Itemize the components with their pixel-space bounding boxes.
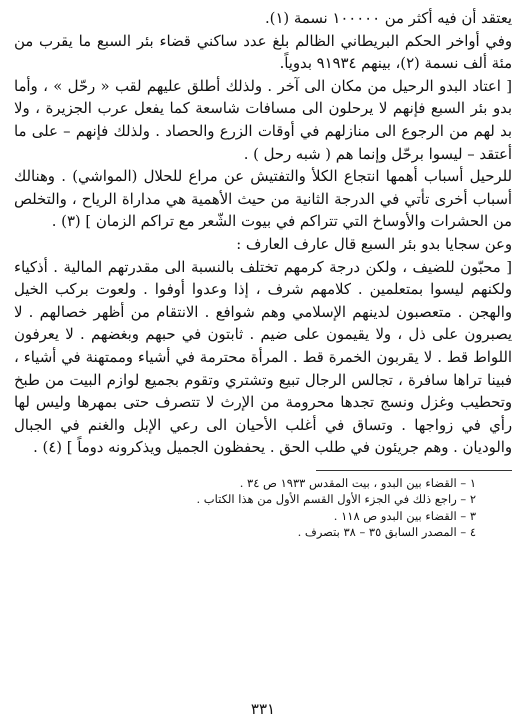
paragraph-3: [ اعتاد البدو الرحيل من مكان الى آخر . ولذلك أطلق عليهم لقب « رحّل » ، وأما بدو بئر السبع فإنهم لا يرحلون الى مسافات شاسعة كما يفعل عرب الجزيرة ، ولا بد لهم من الرجوع الى منازلهم في أوقات الزرع والحصاد . ولذلك فإنهم – على ما أعتقد – ليسوا برحّل وإنما هم ( شبه رحل ) . (14, 77, 512, 163)
footnote-4: ٤ – المصدر السابق ٣٥ – ٣٨ بتصرف . (297, 525, 476, 540)
paragraph-6: [ محبّون للضيف ، ولكن درجة كرمهم تختلف بالنسبة الى مقدرتهم المالية . أذكياء ولكنهم ليسوا بمتعلمين . كلامهم شرف ، إذا وعدوا أوفوا . ولعوت بركب الخيل والهجن . متعصبون لدينهم الإسلامي وهم شوافع . الانتقام من أظهر خصالهم . لا يصبرون على ذل ، ولا يقيمون على ضيم . ثابتون في حبهم وبغضهم . لا يعرفون اللواط قط . لا يقربون الخمرة قط . المرأة محترمة في أشياء وممتهنة في أشياء ، فبينا تراها سافرة ، تجالس الرجال تبيع وتشتري وتقوم بجميع لوازم البيت من طبخ وتحطيب وغزل ونسج تجدها محرومة من الإرث لا تتصرف حتى بمهرها وليس لها رأي في زواجها . وتساق في أغلب الأحيان الى رعي الإبل والغنم في الجبال والوديان . وهم جريئون في طلب الحق . يحفظون الجميل ويذكرونه دوماً ] (٤) . (14, 258, 512, 457)
paragraph-1: يعتقد أن فيه أكثر من ١٠٠٠٠٠ نسمة (١). (264, 10, 512, 27)
footnote-1: ١ – القضاء بين البدو ، بيت المقدس ١٩٣٣ ص ٣٤ . (239, 475, 476, 490)
paragraph-2: وفي أواخر الحكم البريطاني الظالم بلغ عدد ساكني قضاء بئر السبع ما يقرب من مئة ألف نسمة (٢)، بينهم ٩١٩٣٤ بدوياً. (14, 32, 512, 73)
page-number: ٣٣١ (250, 700, 276, 718)
footnote-3: ٣ – القضاء بين البدو ص ١١٨ . (333, 508, 476, 523)
footnote-divider (316, 470, 512, 471)
footnotes (14, 475, 512, 541)
footnote-2: ٢ – راجع ذلك في الجزء الأول القسم الأول من هذا الكتاب . (196, 492, 476, 507)
main-text (14, 8, 512, 460)
paragraph-5: وعن سجايا بدو بئر السبع قال عارف العارف : (236, 235, 512, 253)
paragraph-4: للرحيل أسباب أهمها انتجاع الكلأ والتفتيش عن مراع للحلال (المواشي) . وهنالك أسباب أخرى تأتي في الدرجة الثانية من حيث الأهمية هي مداراة الرياح ، والتخلص من الحشرات والأوساخ التي تتراكم في بيوت الشّعر مع تراكم الزمان ] (٣) . (14, 168, 512, 231)
